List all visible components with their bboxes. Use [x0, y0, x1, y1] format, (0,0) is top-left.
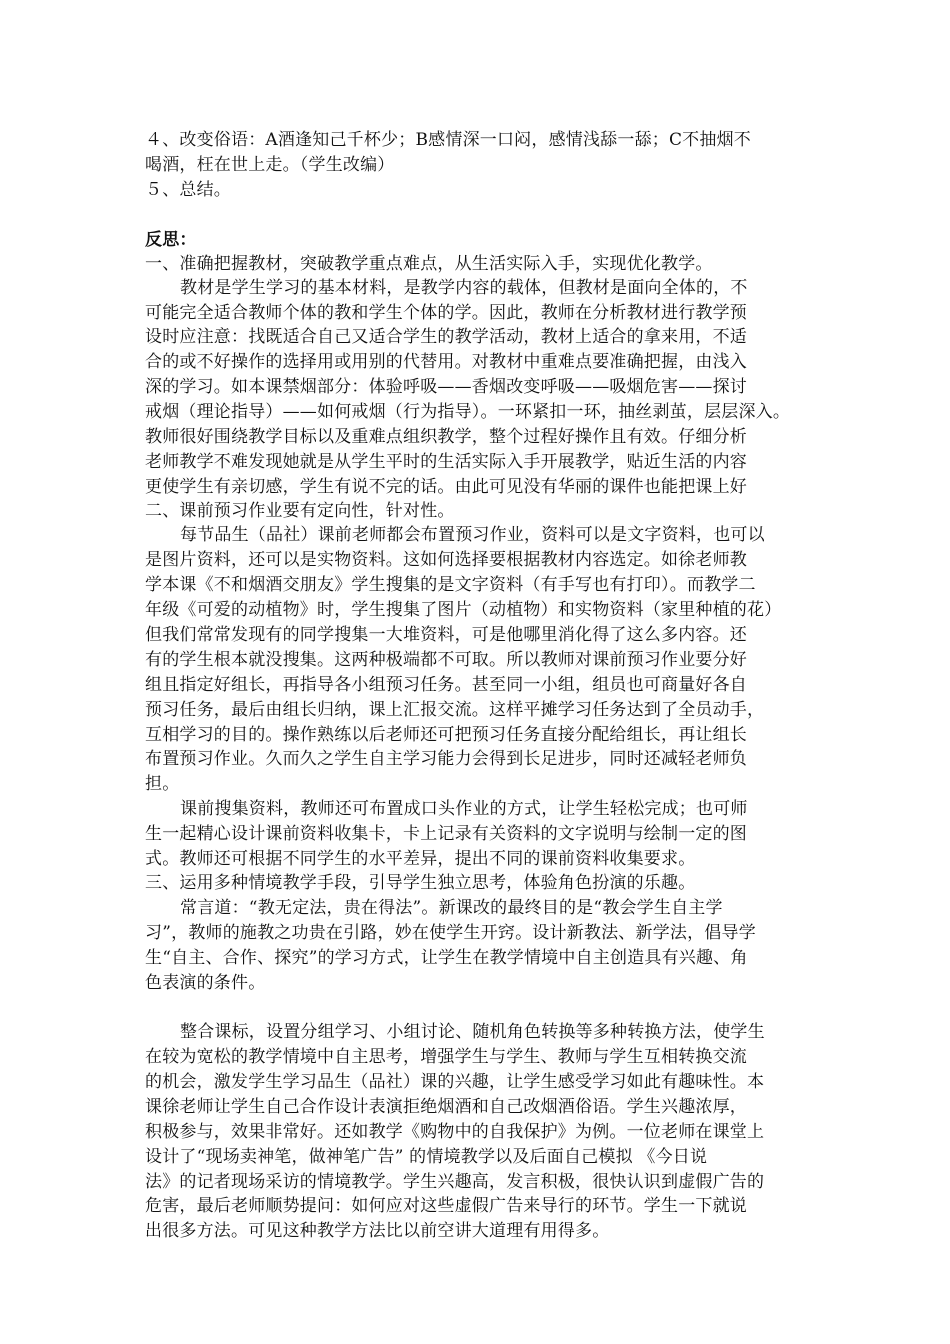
text-line: 老师教学不难发现她就是从学生平时的生活实际入手开展教学，贴近生活的内容 — [145, 452, 747, 472]
text-line: ４、改变俗语：A酒逢知己千杯少；B感情深一口闷，感情浅舔一舔；C不抽烟不 — [145, 130, 751, 150]
text-line: 在较为宽松的教学情境中自主思考，增强学生与学生、教师与学生互相转换交流 — [145, 1047, 747, 1067]
text-line: 危害，最后老师顺势提问：如何应对这些虚假广告来导行的环节。学生一下就说 — [145, 1196, 747, 1216]
text-line: 是图片资料，还可以是实物资料。这如何选择要根据教材内容选定。如徐老师教 — [145, 550, 747, 570]
text-line: 设时应注意：找既适合自己又适合学生的教学活动，教材上适合的拿来用，不适 — [145, 327, 747, 347]
text-line: 布置预习作业。久而久之学生自主学习能力会得到长足进步，同时还减轻老师负 — [145, 749, 747, 769]
text-line: ５、总结。 — [145, 180, 231, 200]
text-line: 教师很好围绕教学目标以及重难点组织教学，整个过程好操作且有效。仔细分析 — [145, 427, 747, 447]
text-line: 合的或不好操作的选择用或用别的代替用。对教材中重难点要准确把握，由浅入 — [145, 352, 747, 372]
text-line: 生一起精心设计课前资料收集卡，卡上记录有关资料的文字说明与绘制一定的图 — [145, 824, 747, 844]
text-line: 习”，教师的施教之功贵在引路，妙在使学生开窍。设计新教法、新学法，倡导学 — [145, 923, 756, 943]
text-line: 课前搜集资料，教师还可布置成口头作业的方式，让学生轻松完成；也可师 — [180, 799, 748, 819]
text-line: 组且指定好组长，再指导各小组预习任务。甚至同一小组，组员也可商量好各自 — [145, 675, 747, 695]
text-line: 式。教师还可根据不同学生的水平差异，提出不同的课前资料收集要求。 — [145, 849, 696, 869]
text-line: 担。 — [145, 774, 180, 794]
text-line: 有的学生根本就没搜集。这两种极端都不可取。所以教师对课前预习作业要分好 — [145, 650, 747, 670]
text-line: 一、准确把握教材，突破教学重点难点，从生活实际入手，实现优化教学。 — [145, 254, 713, 274]
text-line: 喝酒，枉在世上走。（学生改编） — [145, 155, 395, 175]
text-line: 课徐老师让学生自己合作设计表演拒绝烟酒和自己改烟酒俗语。学生兴趣浓厚， — [145, 1097, 747, 1117]
text-line: 戒烟（理论指导）——如何戒烟（行为指导）。一环紧扣一环，抽丝剥茧，层层深入。 — [145, 402, 791, 422]
text-line: 年级《可爱的动植物》时，学生搜集了图片（动植物）和实物资料（家里种植的花） — [145, 600, 782, 620]
text-line: 的机会，激发学生学习品生（品社）课的兴趣，让学生感受学习如此有趣味性。本 — [145, 1072, 765, 1092]
text-line: 生“自主、合作、探究”的学习方式，让学生在教学情境中自主创造具有兴趣、角 — [145, 948, 748, 968]
text-line: 色表演的条件。 — [145, 973, 266, 993]
text-line: 学本课《不和烟酒交朋友》学生搜集的是文字资料（有手写也有打印）。而教学二 — [145, 575, 756, 595]
text-line: 更使学生有亲切感，学生有说不完的话。由此可见没有华丽的课件也能把课上好 — [145, 477, 747, 497]
text-line: 深的学习。如本课禁烟部分：体验呼吸——香烟改变呼吸——吸烟危害——探讨 — [145, 377, 747, 397]
text-line: 可能完全适合教师个体的教和学生个体的学。因此，教师在分析教材进行教学预 — [145, 303, 747, 323]
section-heading: 反思： — [145, 230, 197, 250]
text-line: 积极参与，效果非常好。还如教学《购物中的自我保护》为例。一位老师在课堂上 — [145, 1122, 765, 1142]
text-line: 整合课标，设置分组学习、小组讨论、随机角色转换等多种转换方法，使学生 — [180, 1022, 765, 1042]
text-line: 每节品生（品社）课前老师都会布置预习作业，资料可以是文字资料，也可以 — [180, 525, 765, 545]
text-line: 法》的记者现场采访的情境教学。学生兴趣高，发言积极，很快认识到虚假广告的 — [145, 1172, 765, 1192]
text-line: 但我们常常发现有的同学搜集一大堆资料，可是他哪里消化得了这么多内容。还 — [145, 625, 747, 645]
text-line: 常言道：“教无定法，贵在得法”。新课改的最终目的是“教会学生自主学 — [180, 898, 723, 918]
text-line: 出很多方法。可见这种教学方法比以前空讲大道理有用得多。 — [145, 1221, 610, 1241]
text-line: 三、运用多种情境教学手段，引导学生独立思考，体验角色扮演的乐趣。 — [145, 873, 696, 893]
text-line: 互相学习的目的。操作熟练以后老师还可把预习任务直接分配给组长，再让组长 — [145, 725, 747, 745]
text-line: 二、课前预习作业要有定向性，针对性。 — [145, 501, 455, 521]
text-line: 预习任务，最后由组长归纳，课上汇报交流。这样平摊学习任务达到了全员动手， — [145, 700, 765, 720]
text-line: 教材是学生学习的基本材料，是教学内容的载体，但教材是面向全体的，不 — [180, 278, 748, 298]
text-line: 设计了“现场卖神笔，做神笔广告” 的情境教学以及后面自己模拟 《今日说 — [145, 1147, 708, 1167]
